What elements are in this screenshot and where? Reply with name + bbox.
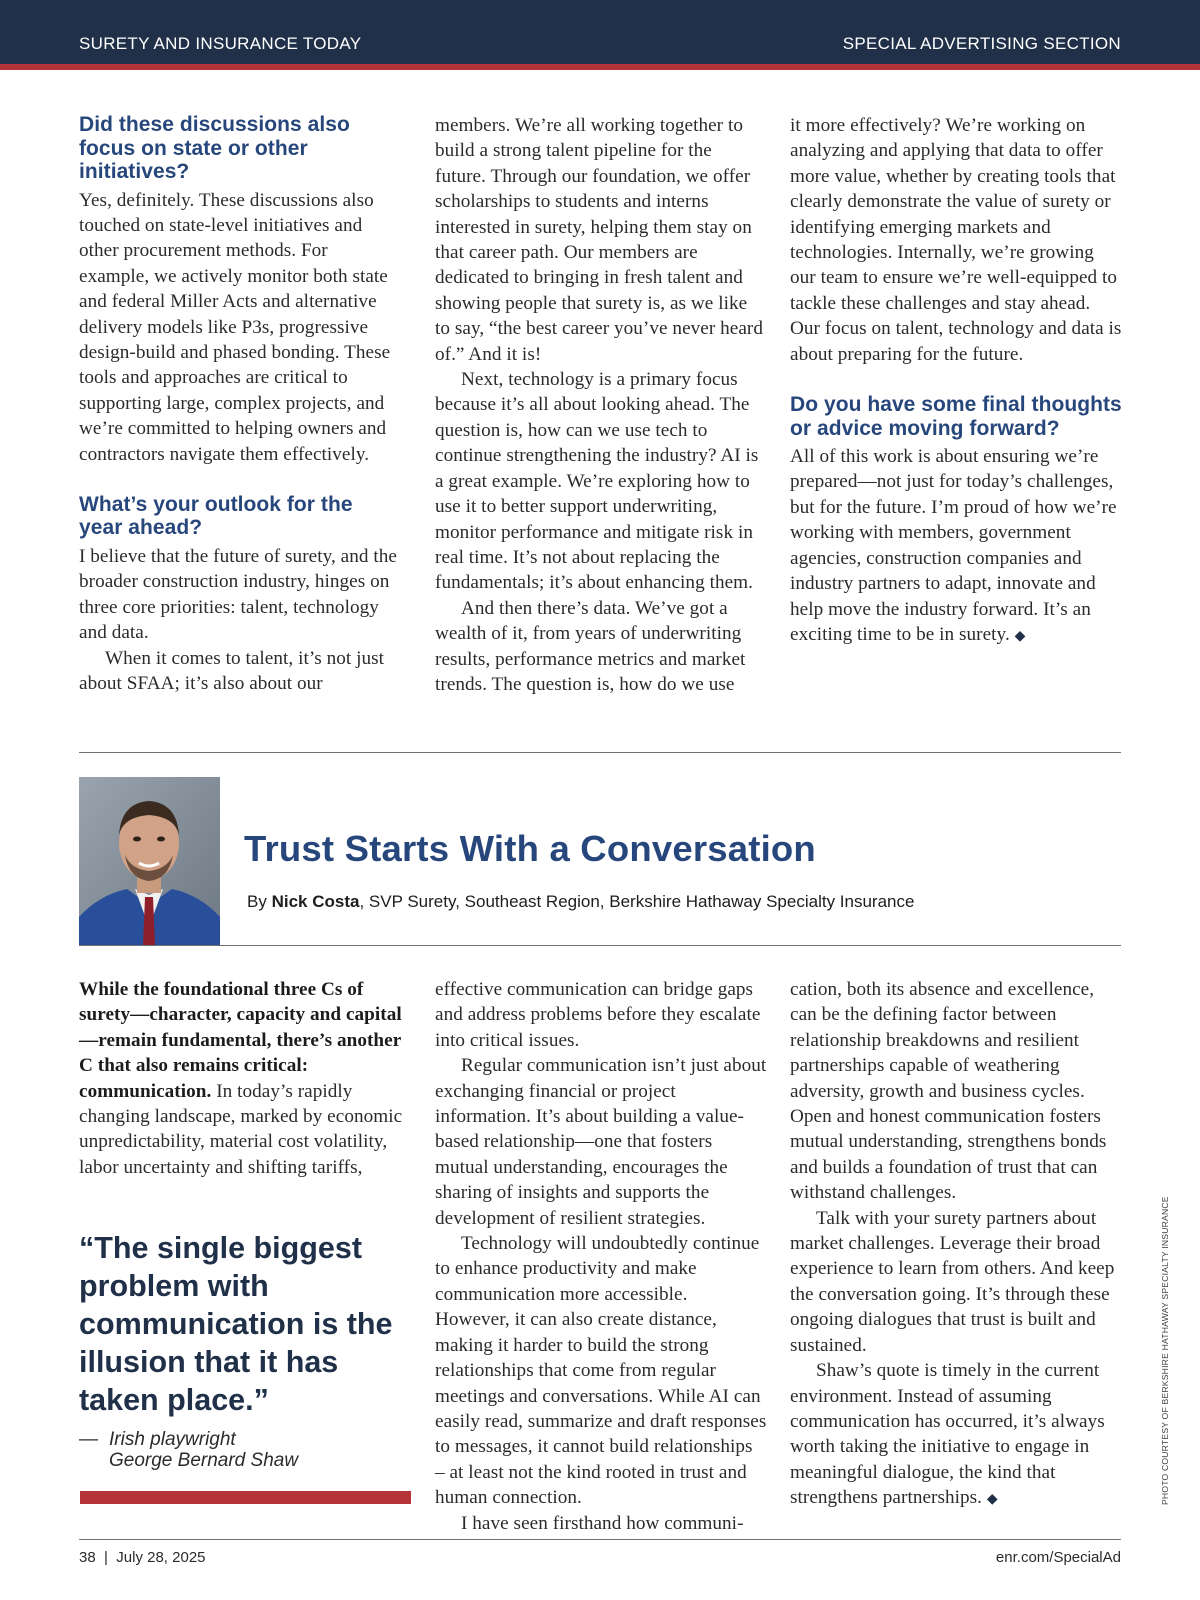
footer-url: enr.com/SpecialAd bbox=[995, 1549, 1121, 1566]
article-column-2 bbox=[435, 977, 767, 1536]
body-paragraph: effective communication can bridge gaps and address problems before they escalate into critical issues. bbox=[435, 979, 761, 1051]
pull-quote-bar bbox=[80, 1491, 411, 1504]
lead-emphasis: While the foundational three Cs of surety—character, capacity and capital—remain fundamental, there’s another C that also remains critical: communication. bbox=[79, 979, 402, 1102]
answer-paragraph: Yes, definitely. These discussions also touched on state-level initiatives and other procurement methods. For example, we actively monitor both state and federal Miller Acts and alternative delivery models like P3s, progressive design-build and phased bonding. These tools and approaches are critical to supporting large, complex projects, and we’re committed to helping owners and contractors navigate them effectively. bbox=[79, 189, 391, 465]
author-photo bbox=[79, 777, 220, 945]
author-role: , SVP Surety, Southeast Region, Berkshire Hathaway Specialty Insurance bbox=[359, 892, 915, 911]
article-column-3 bbox=[790, 977, 1122, 1513]
author-name: Nick Costa bbox=[271, 892, 360, 911]
interview-column-2 bbox=[435, 113, 767, 697]
byline: By Nick Costa, SVP Surety, Southeast Region, Berkshire Hathaway Specialty Insurance bbox=[247, 892, 915, 911]
body-paragraph: Talk with your surety partners about market challenges. Leverage their broad experience to learn from others. And keep the conversation going. It’s through these ongoing dialogues that trust is built and sustained. bbox=[790, 1207, 1115, 1356]
question-heading: What’s your outlook for the year ahead? bbox=[79, 492, 353, 540]
question-heading: Do you have some final thoughts or advice moving forward? bbox=[790, 393, 1122, 440]
answer-paragraph: When it comes to talent, it’s not just about SFAA; it’s also about our bbox=[79, 647, 385, 694]
body-paragraph: Regular communication isn’t just about exchanging financial or project information. It’s about building a value-based relationship—one that fosters mutual understanding, encourages the sharing of insights and supports the development of resilient strategies. bbox=[435, 1055, 767, 1229]
section-label: SPECIAL ADVERTISING SECTION bbox=[842, 34, 1121, 53]
end-mark-icon: ◆ bbox=[986, 1492, 998, 1508]
body-paragraph: Technology will undoubtedly continue to enhance productivity and make communication more accessible. However, it can also create distance, making it harder to build the strong relationships that come from regular meetings and conversations. While AI can easily read, summarize and draft responses to messages, it cannot build relationships – at least not the kind rooted in trust and human connection. bbox=[435, 1233, 767, 1509]
body-paragraph: I have seen firsthand how communi- bbox=[461, 1512, 744, 1534]
photo-credit: PHOTO COURTESY OF BERKSHIRE HATHAWAY SPECIALTY INSURANCE bbox=[1160, 1196, 1170, 1505]
lead-paragraph: While the foundational three Cs of surety—character, capacity and capital—remain fundamental, there’s another C that also remains critical: communication. In today’s rapidly changing landscape, marked by economic unpredictability, material cost volatility, labor uncertainty and shifting tariffs, bbox=[79, 979, 403, 1178]
header-accent-stripe bbox=[0, 64, 1200, 70]
answer-paragraph: I believe that the future of surety, and the broader construction industry, hinges on three core priorities: talent, technology and data. bbox=[79, 545, 397, 644]
answer-paragraph: members. We’re all working together to build a strong talent pipeline for the future. Through our foundation, we offer scholarships to students and interns interested in surety, helping them stay on that career path. Our members are dedicated to bringing in fresh talent and showing people that surety is, as we like to say, “the best career you’ve never heard of.” And it is! bbox=[435, 115, 763, 365]
quote-attribution: — Irish playwright George Bernard Shaw bbox=[79, 1429, 299, 1471]
publication-name: SURETY AND INSURANCE TODAY bbox=[79, 34, 362, 53]
answer-paragraph: it more effectively? We’re working on analyzing and applying that data to offer more value, whether by creating tools that clearly demonstrate the value of surety or identifying emerging markets and technologies. Internally, we’re growing our team to ensure we’re well-equipped to tackle these challenges and stay ahead. Our focus on talent, technology and data is about preparing for the future. bbox=[790, 115, 1122, 365]
page-number: 38 bbox=[79, 1549, 96, 1566]
byline-divider bbox=[79, 945, 1121, 946]
answer-paragraph: All of this work is about ensuring we’re prepared—not just for today’s challenges, but for the future. I’m proud of how we’re working with members, government agencies, construction companies and industry partners to adapt, innovate and help move the industry forward. It’s an exciting time to be in surety. ◆ bbox=[790, 446, 1117, 645]
pull-quote: “The single biggest problem with communication is the illusion that it has taken place.” bbox=[79, 1231, 393, 1417]
question-heading: Did these discussions also focus on state or other initiatives? bbox=[79, 113, 350, 183]
answer-paragraph: Next, technology is a primary focus because it’s all about looking ahead. The question is, how can we use tech to continue strengthening the industry? AI is a great example. We’re exploring how to use it to better support underwriting, monitor performance and mitigate risk in real time. It’s not about replacing the fundamentals; it’s about enhancing them. bbox=[435, 369, 759, 594]
body-paragraph: Shaw’s quote is timely in the current environment. Instead of assuming communication has occurred, it’s always worth taking the initiative to engage in meaningful dialogue, the kind that strengthens partnerships. ◆ bbox=[790, 1360, 1105, 1509]
header-bar bbox=[0, 0, 1200, 64]
issue-date: July 28, 2025 bbox=[116, 1549, 206, 1566]
interview-column-3 bbox=[790, 113, 1123, 649]
end-mark-icon: ◆ bbox=[1014, 628, 1026, 644]
section-divider bbox=[79, 752, 1121, 753]
article-column-1 bbox=[79, 977, 409, 1180]
footer-page-info: 38 | July 28, 2025 bbox=[79, 1549, 206, 1566]
body-paragraph: cation, both its absence and excellence, can be the defining factor between relationship breakdowns and resilient partnerships capable of weathering adversity, growth and business cycles. Open and honest communication fosters mutual understanding, strengthens bonds and builds a foundation of trust that can withstand challenges. bbox=[790, 979, 1107, 1204]
interview-column-1 bbox=[79, 113, 401, 696]
footer-divider bbox=[79, 1539, 1121, 1540]
answer-paragraph: And then there’s data. We’ve got a wealth of it, from years of underwriting results, performance metrics and market trends. The question is, how do we use bbox=[435, 597, 746, 695]
article-title: Trust Starts With a Conversation bbox=[244, 828, 816, 869]
